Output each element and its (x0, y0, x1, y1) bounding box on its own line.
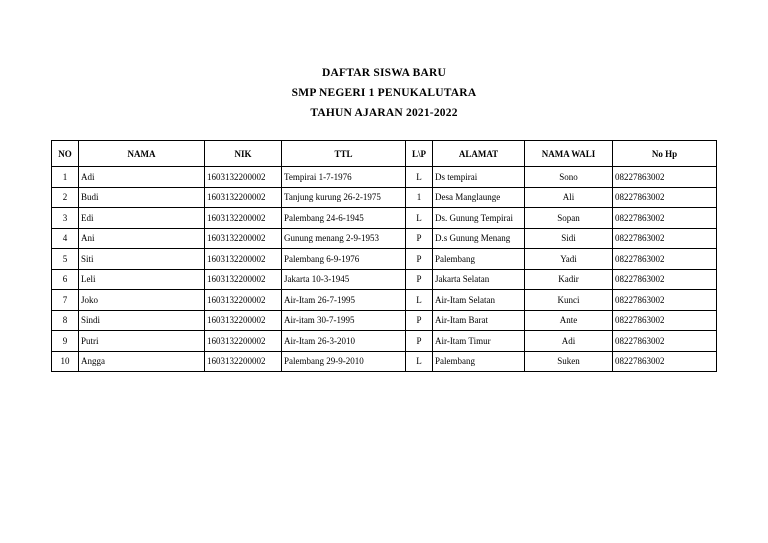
title-line-3: TAHUN AJARAN 2021-2022 (310, 107, 458, 119)
header-no-hp: No Hp (613, 141, 717, 167)
cell-no-hp: 08227863002 (613, 187, 717, 208)
cell-no: 4 (52, 228, 79, 249)
cell-nik: 1603132200002 (205, 269, 282, 290)
table-row (52, 167, 717, 188)
cell-no-hp: 08227863002 (613, 331, 717, 352)
title-line-1: DAFTAR SISWA BARU (322, 67, 446, 79)
cell-no: 2 (52, 187, 79, 208)
cell-nik: 1603132200002 (205, 208, 282, 229)
cell-nama: Adi (79, 167, 205, 188)
table-row (52, 187, 717, 208)
cell-nama: Putri (79, 331, 205, 352)
cell-nama: Leli (79, 269, 205, 290)
cell-nama: Budi (79, 187, 205, 208)
cell-nama-wali: Yadi (525, 249, 613, 270)
cell-no: 3 (52, 208, 79, 229)
cell-alamat: Desa Manglaunge (433, 187, 525, 208)
header-no: NO (52, 141, 79, 167)
cell-nama: Sindi (79, 310, 205, 331)
cell-alamat: Ds tempirai (433, 167, 525, 188)
table-row (52, 208, 717, 229)
header-lp: L\P (406, 141, 433, 167)
cell-no: 10 (52, 351, 79, 372)
cell-alamat: D.s Gunung Menang (433, 228, 525, 249)
cell-ttl: Tanjung kurung 26-2-1975 (282, 187, 406, 208)
header-row (52, 141, 717, 167)
cell-lp: P (406, 310, 433, 331)
cell-lp: L (406, 290, 433, 311)
cell-nik: 1603132200002 (205, 167, 282, 188)
cell-nama: Siti (79, 249, 205, 270)
header-nama: NAMA (79, 141, 205, 167)
cell-lp: P (406, 249, 433, 270)
cell-nik: 1603132200002 (205, 290, 282, 311)
document-title (0, 63, 768, 123)
cell-alamat: Ds. Gunung Tempirai (433, 208, 525, 229)
cell-ttl: Palembang 6-9-1976 (282, 249, 406, 270)
cell-alamat: Air-Itam Barat (433, 310, 525, 331)
cell-nik: 1603132200002 (205, 228, 282, 249)
cell-nik: 1603132200002 (205, 331, 282, 352)
cell-nama-wali: Ali (525, 187, 613, 208)
cell-no-hp: 08227863002 (613, 249, 717, 270)
cell-no-hp: 08227863002 (613, 310, 717, 331)
cell-nik: 1603132200002 (205, 310, 282, 331)
title-line-2: SMP NEGERI 1 PENUKALUTARA (291, 87, 477, 99)
cell-nama-wali: Kunci (525, 290, 613, 311)
table-row (52, 310, 717, 331)
table-row (52, 290, 717, 311)
cell-no: 9 (52, 331, 79, 352)
cell-no-hp: 08227863002 (613, 208, 717, 229)
header-alamat: ALAMAT (433, 141, 525, 167)
cell-no: 8 (52, 310, 79, 331)
cell-alamat: Palembang (433, 351, 525, 372)
cell-ttl: Palembang 24-6-1945 (282, 208, 406, 229)
cell-no: 7 (52, 290, 79, 311)
cell-nama: Edi (79, 208, 205, 229)
header-nik: NIK (205, 141, 282, 167)
table-row (52, 331, 717, 352)
cell-no-hp: 08227863002 (613, 228, 717, 249)
cell-ttl: Gunung menang 2-9-1953 (282, 228, 406, 249)
cell-nama-wali: Suken (525, 351, 613, 372)
cell-lp: P (406, 269, 433, 290)
cell-nama-wali: Kadir (525, 269, 613, 290)
cell-no-hp: 08227863002 (613, 351, 717, 372)
cell-ttl: Air-Itam 26-7-1995 (282, 290, 406, 311)
cell-nama: Joko (79, 290, 205, 311)
cell-lp: L (406, 351, 433, 372)
table-row (52, 228, 717, 249)
cell-nik: 1603132200002 (205, 187, 282, 208)
cell-nama-wali: Sidi (525, 228, 613, 249)
cell-no-hp: 08227863002 (613, 290, 717, 311)
cell-alamat: Jakarta Selatan (433, 269, 525, 290)
cell-ttl: Palembang 29-9-2010 (282, 351, 406, 372)
cell-lp: P (406, 331, 433, 352)
cell-no: 6 (52, 269, 79, 290)
cell-no: 5 (52, 249, 79, 270)
cell-ttl: Air-itam 30-7-1995 (282, 310, 406, 331)
cell-alamat: Palembang (433, 249, 525, 270)
cell-ttl: Air-Itam 26-3-2010 (282, 331, 406, 352)
cell-no: 1 (52, 167, 79, 188)
cell-nik: 1603132200002 (205, 249, 282, 270)
cell-no-hp: 08227863002 (613, 269, 717, 290)
student-table (51, 140, 717, 372)
cell-lp: L (406, 167, 433, 188)
cell-lp: P (406, 228, 433, 249)
cell-lp: 1 (406, 187, 433, 208)
cell-alamat: Air-Itam Selatan (433, 290, 525, 311)
cell-no-hp: 08227863002 (613, 167, 717, 188)
cell-nama: Angga (79, 351, 205, 372)
cell-alamat: Air-Itam Timur (433, 331, 525, 352)
cell-ttl: Tempirai 1-7-1976 (282, 167, 406, 188)
cell-lp: L (406, 208, 433, 229)
cell-ttl: Jakarta 10-3-1945 (282, 269, 406, 290)
table-row (52, 249, 717, 270)
cell-nama-wali: Ante (525, 310, 613, 331)
cell-nama-wali: Adi (525, 331, 613, 352)
header-nama-wali: NAMA WALI (525, 141, 613, 167)
cell-nama: Ani (79, 228, 205, 249)
header-ttl: TTL (282, 141, 406, 167)
cell-nama-wali: Sopan (525, 208, 613, 229)
table-row (52, 351, 717, 372)
table-row (52, 269, 717, 290)
cell-nama-wali: Sono (525, 167, 613, 188)
cell-nik: 1603132200002 (205, 351, 282, 372)
